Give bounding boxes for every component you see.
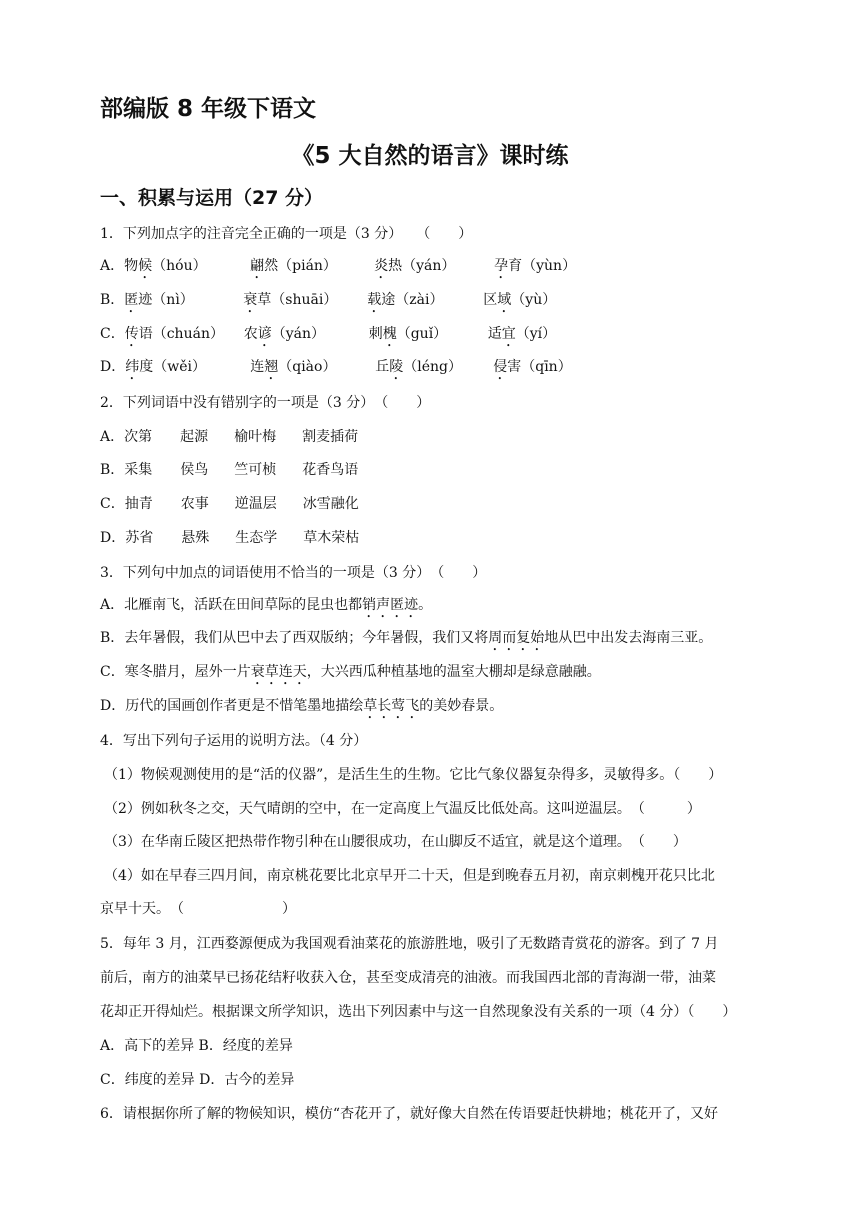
document-subtitle: 《5 大自然的语言》课时练 xyxy=(291,143,569,169)
question-1-option-c: C．传语（chuán） 农谚（yán） 刺槐（guǐ） 适宜（yí） xyxy=(100,326,557,342)
dotted-char: 域 xyxy=(497,292,512,308)
question-4-stem: 4．写出下列句子运用的说明方法。（4 分） xyxy=(100,733,368,749)
dotted-char: 炎 xyxy=(374,258,389,274)
question-5-options: A．高下的差异 B．经度的差异 xyxy=(100,1038,293,1054)
question-1-option-d: D．纬度（wěi） 连翘（qiào） 丘陵（léng） 侵害（qīn） xyxy=(100,359,572,375)
dotted-phrase: 周而复始 xyxy=(488,630,545,646)
dotted-char: 纬 xyxy=(125,359,140,375)
question-3-option-c: C．寒冬腊月，屋外一片衰草连天，大兴西瓜种植基地的温室大棚却是绿意融融。 xyxy=(100,664,601,680)
dotted-char: 衰 xyxy=(243,292,258,308)
dotted-char: 传 xyxy=(124,326,139,342)
question-4-item: （3）在华南丘陵区把热带作物引种在山腰很成功，在山脚反不适宜，就是这个道理。 （ ） xyxy=(104,834,687,850)
question-2-option-a: A．次第 起源 榆叶梅 割麦插荷 xyxy=(100,429,359,445)
dotted-char: 匿 xyxy=(124,292,139,308)
dotted-phrase: 衰草连天 xyxy=(250,664,307,680)
question-2-option-b: B．采集 侯鸟 竺可桢 花香鸟语 xyxy=(100,462,359,478)
question-4-item: （2）例如秋冬之交，天气晴朗的空中，在一定高度上气温反比低处高。这叫逆温层。 （ ） xyxy=(104,801,701,817)
document-title: 部编版 8 年级下语文 xyxy=(100,96,317,122)
dotted-char: 槐 xyxy=(382,326,397,342)
question-3-stem: 3．下列句中加点的词语使用不恰当的一项是（3 分） （ ） xyxy=(100,565,487,581)
question-3-option-b: B．去年暑假，我们从巴中去了西双版纳；今年暑假，我们又将周而复始地从巴中出发去海南三亚。 xyxy=(100,630,713,646)
dotted-char: 载 xyxy=(367,292,382,308)
dotted-phrase: 销声匿迹 xyxy=(362,597,419,613)
dotted-char: 翘 xyxy=(264,359,279,375)
question-3-option-a: A．北雁南飞，活跃在田间草际的昆虫也都销声匿迹。 xyxy=(100,597,433,613)
question-1-stem: 1．下列加点字的注音完全正确的一项是（3 分） （ ） xyxy=(100,226,473,242)
section-heading: 一、积累与运用（27 分） xyxy=(100,187,324,209)
dotted-char: 候 xyxy=(138,258,153,274)
question-2-option-c: C．抽青 农事 逆温层 冰雪融化 xyxy=(100,496,359,512)
dotted-phrase: 草长莺飞 xyxy=(363,698,420,714)
question-5-line: 花却正开得灿烂。根据课文所学知识，选出下列因素中与这一自然现象没有关系的一项（4 分）（ ） xyxy=(100,1004,737,1020)
question-5-options: C．纬度的差异 D．古今的差异 xyxy=(100,1072,295,1088)
question-1-option-a: A．物候（hóu） 翩然（pián） 炎热（yán） 孕育（yùn） xyxy=(100,258,577,274)
question-2-stem: 2．下列词语中没有错别字的一项是（3 分） （ ） xyxy=(100,395,431,411)
dotted-char: 翩 xyxy=(250,258,265,274)
question-4-item: （4）如在早春三四月间，南京桃花要比北京早开二十天，但是到晚春五月初，南京刺槐开花只比北 xyxy=(104,868,715,884)
question-1-option-b: B．匿迹（nì） 衰草（shuāi） 载途（zài） 区域（yù） xyxy=(100,292,557,308)
question-6-line: 6．请根据你所了解的物候知识，模仿“杏花开了，就好像大自然在传语要赶快耕地；桃花开了，又好 xyxy=(100,1106,719,1122)
dotted-char: 孕 xyxy=(494,258,509,274)
question-4-item-continued: 京早十天。 （ ） xyxy=(100,901,296,917)
dotted-char: 谚 xyxy=(257,326,272,342)
dotted-char: 陵 xyxy=(389,359,404,375)
question-3-option-d: D．历代的国画创作者更是不惜笔墨地描绘草长莺飞的美妙春景。 xyxy=(100,698,504,714)
question-5-line: 5．每年 3 月，江西婺源便成为我国观看油菜花的旅游胜地，吸引了无数踏青赏花的游客。到了 7 月 xyxy=(100,936,719,952)
question-5-line: 前后，南方的油菜早已扬花结籽收获入仓，甚至变成清亮的油液。而我国西北部的青海湖一带，油菜 xyxy=(100,970,716,986)
question-4-item: （1）物候观测使用的是“活的仪器”，是活生生的生物。它比气象仪器复杂得多，灵敏得多。（ ） xyxy=(104,767,723,783)
dotted-char: 侵 xyxy=(493,359,508,375)
dotted-char: 宜 xyxy=(501,326,516,342)
question-2-option-d: D．苏省 悬殊 生态学 草木荣枯 xyxy=(100,530,360,546)
